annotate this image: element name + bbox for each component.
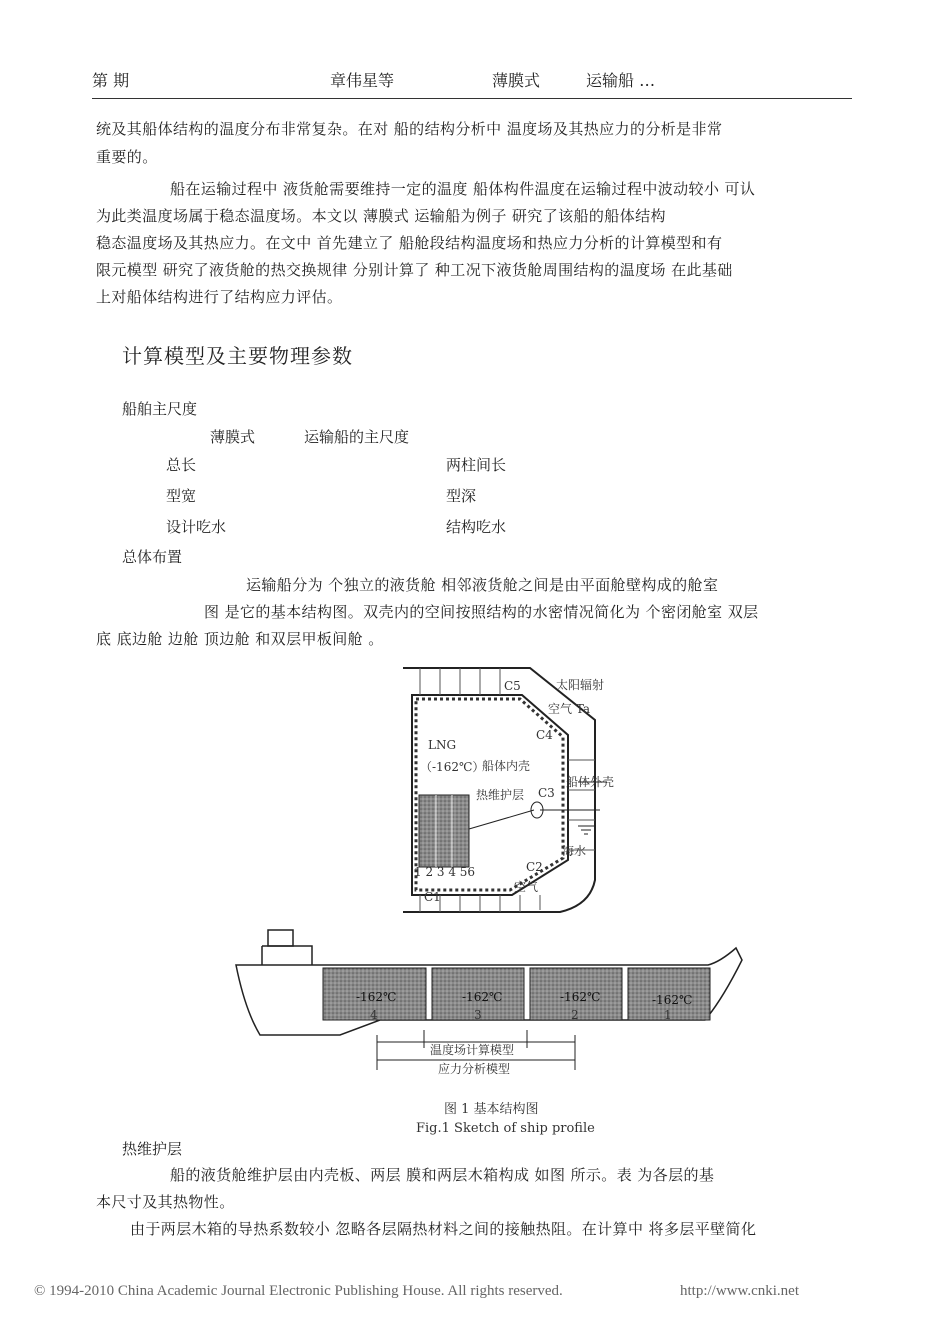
tank-3-temp: -162℃ [462,990,503,1004]
label-c5: C5 [504,679,521,693]
dim-lpp: 两柱间长 [446,456,507,474]
label-c4: C4 [536,728,553,742]
header-authors: 章伟星等 [330,71,395,90]
intro-p2-line-3: 稳态温度场及其热应力。在文中 首先建立了 船舱段结构温度场和热应力分析的计算模型和有 [96,234,723,252]
label-solar: 太阳辐射 [556,678,605,692]
label-sea: 海水 [562,844,587,858]
label-c3: C3 [538,786,555,800]
dimensions-title-a: 薄膜式 [210,428,256,446]
tank-2-temp: -162℃ [560,990,601,1004]
tank-3-number: 3 [474,1008,482,1022]
subsection-dimensions: 船舶主尺度 [122,400,198,418]
layout-line-1: 运输船分为 个独立的液货舱 相邻液货舱之间是由平面舱壁构成的舱室 [246,576,719,594]
label-stress-model: 应力分析模型 [438,1062,511,1076]
figure-caption-cn: 图 1 基本结构图 [444,1102,539,1117]
footer-copyright: © 1994-2010 China Academic Journal Electronic Publishing House. All rights reserved. [34,1283,563,1299]
label-c2: C2 [526,860,543,874]
tank-4-temp: -162℃ [356,990,397,1004]
layout-line-2: 图 是它的基本结构图。双壳内的空间按照结构的水密情况简化为 个密闭舱室 双层 [204,603,759,621]
label-air: 空气 [514,880,539,894]
dim-loa: 总长 [166,456,197,474]
insulation-detail [419,795,469,867]
tank-4-number: 4 [370,1008,378,1022]
label-outer-hull: 船体外壳 [566,775,615,789]
label-insulation: 热维护层 [476,788,525,802]
insulation-line-2: 本尺寸及其热物性。 [96,1193,235,1211]
header-title-part1: 薄膜式 [492,71,541,90]
intro-line-2: 重要的。 [96,148,158,166]
label-lng-temp: （-162℃） [420,760,485,774]
dim-scantling-draft: 结构吃水 [446,518,507,536]
intro-p2-line-1: 船在运输过程中 液货舱需要维持一定的温度 船体构件温度在运输过程中波动较小 可认 [170,180,756,198]
intro-line-1: 统及其船体结构的温度分布非常复杂。在对 船的结构分析中 温度场及其热应力的分析是非常 [96,120,723,138]
insulation-line-3: 由于两层木箱的导热系数较小 忽略各层隔热材料之间的接触热阻。在计算中 将多层平壁简化 [130,1220,757,1238]
dim-depth: 型深 [446,487,477,505]
header-issue: 第 期 [92,71,130,90]
layout-line-3: 底 底边舱 边舱 顶边舱 和双层甲板间舱 。 [96,630,384,648]
intro-p2-line-4: 限元模型 研究了液货舱的热交换规律 分别计算了 种工况下液货舱周围结构的温度场 在此基础 [96,261,733,279]
tank-2-number: 2 [571,1008,579,1022]
dim-design-draft: 设计吃水 [166,518,227,536]
dim-breadth: 型宽 [166,487,197,505]
subsection-insulation: 热维护层 [122,1140,183,1158]
intro-p2-line-2: 为此类温度场属于稳态温度场。本文以 薄膜式 运输船为例子 研究了该船的船体结构 [96,207,666,225]
label-c1: C1 [424,890,441,904]
intro-p2-line-5: 上对船体结构进行了结构应力评估。 [96,288,343,306]
section-title: 计算模型及主要物理参数 [122,344,353,368]
profile-superstructure [268,930,293,946]
header-title-part2: 运输船 … [586,71,656,90]
dimensions-title-b: 运输船的主尺度 [304,428,410,446]
figure-caption-en: Fig.1 Sketch of ship profile [416,1121,595,1136]
tank-1-number: 1 [664,1008,672,1022]
label-lng: LNG [428,738,457,752]
footer-url[interactable]: http://www.cnki.net [680,1283,800,1299]
label-temp-model: 温度场计算模型 [430,1043,515,1057]
insulation-line-1: 船的液货舱维护层由内壳板、两层 膜和两层木箱构成 如图 所示。表 为各层的基 [170,1166,715,1184]
tank-1-temp: -162℃ [652,993,693,1007]
label-layers: 1 2 3 4 56 [414,865,476,879]
subsection-layout: 总体布置 [122,548,183,566]
label-inner-hull: 船体内壳 [482,759,531,773]
label-air-ta: 空气 Ta [548,702,591,716]
